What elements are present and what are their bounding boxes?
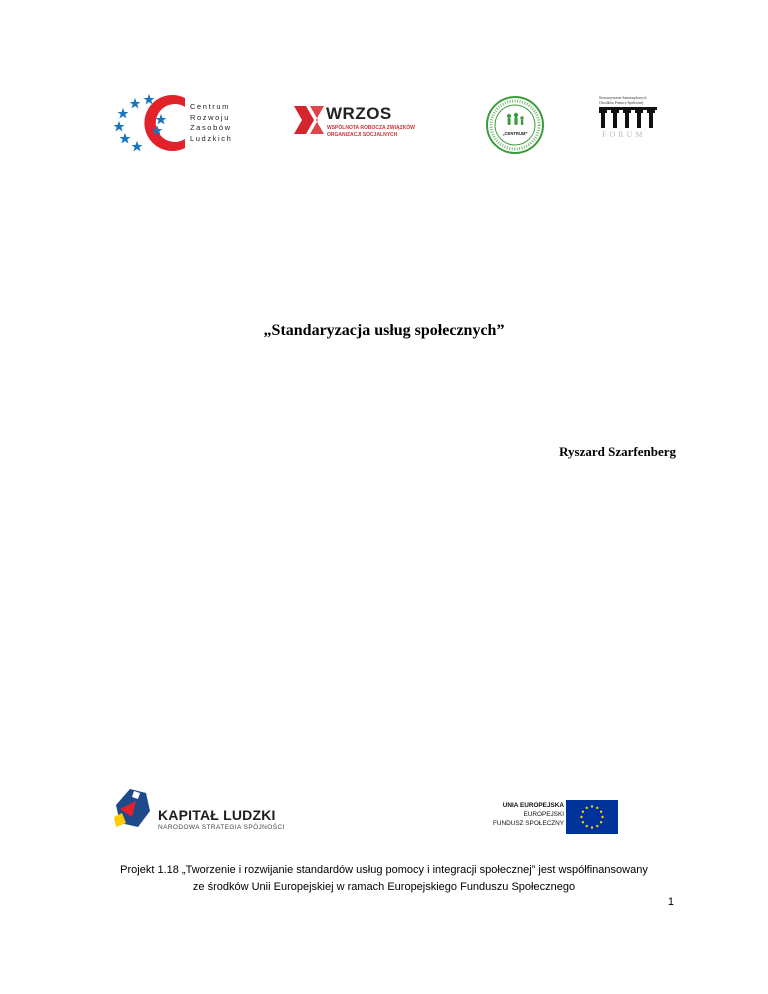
- eu-line: FUNDUSZ SPOŁECZNY: [492, 820, 564, 827]
- kapital-ludzki-subtitle: NARODOWA STRATEGIA SPÓJNOŚCI: [158, 824, 285, 831]
- wrzos-name: WRZOS: [326, 104, 392, 123]
- crzl-logo: [113, 92, 243, 154]
- wrzos-mark-icon: [292, 100, 326, 140]
- document-title: „Standaryzacja usług społecznych”: [263, 322, 505, 339]
- forum-caption-line: Ośrodków Pomocy Społecznej: [599, 100, 644, 105]
- wrzos-sub-line: ORGANIZACJI SOCJALNYCH: [327, 131, 398, 138]
- eu-star-icon: [596, 825, 598, 827]
- forum-word: FORUM: [602, 130, 646, 139]
- centrum-label: „CENTRUM”: [502, 131, 528, 136]
- eu-star-icon: [582, 811, 584, 813]
- eu-line: EUROPEJSKI: [523, 811, 564, 818]
- crzl-line: Centrum: [190, 102, 230, 111]
- crzl-line: Ludzkich: [190, 133, 233, 143]
- kapital-ludzki-name: KAPITAŁ LUDZKI: [158, 807, 276, 823]
- wrzos-sub-line: WSPÓLNOTA ROBOCZA ZWIĄZKÓW: [327, 125, 415, 131]
- kapital-ludzki-logo: [110, 787, 290, 835]
- eu-star-icon: [580, 816, 582, 818]
- eu-text: [493, 801, 564, 828]
- eu-star-icon: [600, 821, 602, 823]
- forum-caption-line: Stowarzyszenie Samorządowych: [599, 96, 647, 100]
- wrzos-logo: [292, 100, 432, 145]
- eu-star-icon: [601, 816, 603, 818]
- forum-logo: [597, 96, 661, 144]
- eu-star-icon: [591, 805, 593, 807]
- footer-note: [0, 862, 768, 896]
- crzl-line: Rozwoju: [190, 112, 230, 122]
- eu-line: UNIA EUROPEJSKA: [502, 802, 564, 809]
- wrzos-subtitle: [327, 125, 437, 138]
- eu-star-icon: [586, 807, 588, 809]
- crzl-emblem-icon: [113, 92, 193, 154]
- eu-star-icon: [586, 825, 588, 827]
- centrum-seal-icon: [485, 95, 545, 155]
- crzl-logo-text: [190, 102, 250, 144]
- footer-line-1: Projekt 1.18 „Tworzenie i rozwijanie standardów usług pomocy i integracji społecznej” jest współfinansowany: [120, 864, 648, 876]
- eu-flag-icon: [566, 800, 618, 834]
- eu-star-icon: [591, 826, 593, 828]
- eu-star-icon: [600, 811, 602, 813]
- eu-efs-logo: [480, 800, 620, 834]
- crzl-line: Zasobów: [190, 123, 232, 132]
- document-author: Ryszard Szarfenberg: [559, 444, 676, 459]
- eu-star-icon: [582, 821, 584, 823]
- kapital-ludzki-emblem-icon: [110, 787, 158, 835]
- centrum-logo: [485, 95, 545, 155]
- forum-columns-icon: [597, 107, 661, 131]
- eu-star-icon: [596, 807, 598, 809]
- footer-line-2: ze środków Unii Europejskiej w ramach Europejskiego Funduszu Społecznego: [192, 881, 576, 893]
- forum-caption: [599, 96, 661, 105]
- page-number: 1: [667, 896, 674, 908]
